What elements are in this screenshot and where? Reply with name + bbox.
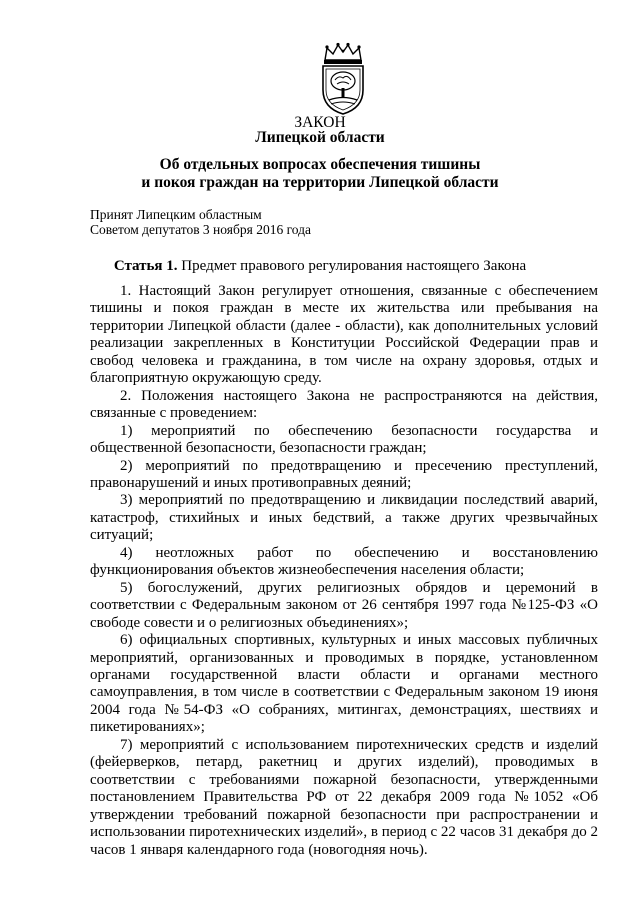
article-number: Статья 1. (113, 258, 178, 274)
paragraph: 7) мероприятий с использованием пиротехнических средств и изделий (фейерверков, петард, ракетниц и других изделий), проводимых в соответствии с требованиями пожарной безопасности, утвержденными постановлением Правительства РФ от 22 декабря 2009 года №1052 «Об утверждении требований пожарной безопасности при распространении и использовании пиротехнических изделий», в период с 22 часов 31 декабря до 2 часов 1 января календарного года (новогодняя ночь). (90, 736, 598, 858)
article-body (90, 283, 598, 859)
region-name: Липецкой области (255, 129, 385, 146)
law-title-line-1: Об отдельных вопросах обеспечения тишины (159, 156, 481, 173)
adoption-line-1: Принят Липецким областным (90, 207, 262, 222)
paragraph: 1) мероприятий по обеспечению безопасности государства и общественной безопасности, безопасности граждан; (90, 422, 598, 457)
law-title-line-2: и покоя граждан на территории Липецкой области (141, 174, 499, 191)
adoption-line-2: Советом депутатов 3 ноября 2016 года (90, 222, 311, 237)
article-heading (0, 257, 640, 275)
law-label: ЗАКОН (294, 114, 346, 131)
coat-of-arms-icon (311, 42, 375, 116)
adoption-note (90, 207, 311, 237)
paragraph: 3) мероприятий по предотвращению и ликвидации последствий аварий, катастроф, стихийных и иных бедствий, а также других чрезвычайных ситуаций; (90, 492, 598, 544)
article-title: Предмет правового регулирования настоящего Закона (181, 258, 527, 274)
paragraph: 2. Положения настоящего Закона не распространяются на действия, связанные с проведением: (90, 387, 598, 422)
paragraph: 1. Настоящий Закон регулирует отношения, связанные с обеспечением тишины и покоя граждан в месте их жительства или пребывания на территории Липецкой области (далее - области), как дополнительных условий реализации закрепленных в Конституции Российской Федерации прав и свобод человека и гражданина, в том числе на охрану здоровья, отдых и благоприятную окружающую среду. (90, 283, 598, 387)
paragraph: 6) официальных спортивных, культурных и иных массовых публичных мероприятий, организованных и проводимых в порядке, установленном органами государственной власти области и органами местного самоуправления, в том числе в соответствии с Федеральным законом 19 июня 2004 года №54-ФЗ «О собраниях, митингах, демонстрациях, шествиях и пикетированиях»; (90, 632, 598, 736)
paragraph: 4) неотложных работ по обеспечению и восстановлению функционирования объектов жизнеобеспечения населения области; (90, 544, 598, 579)
paragraph: 5) богослужений, других религиозных обрядов и церемоний в соответствии с Федеральным законом от 26 сентября 1997 года №125-ФЗ «О свободе совести и о религиозных объединениях»; (90, 579, 598, 631)
paragraph: 2) мероприятий по предотвращению и пресечению преступлений, правонарушений и иных противоправных деяний; (90, 457, 598, 491)
